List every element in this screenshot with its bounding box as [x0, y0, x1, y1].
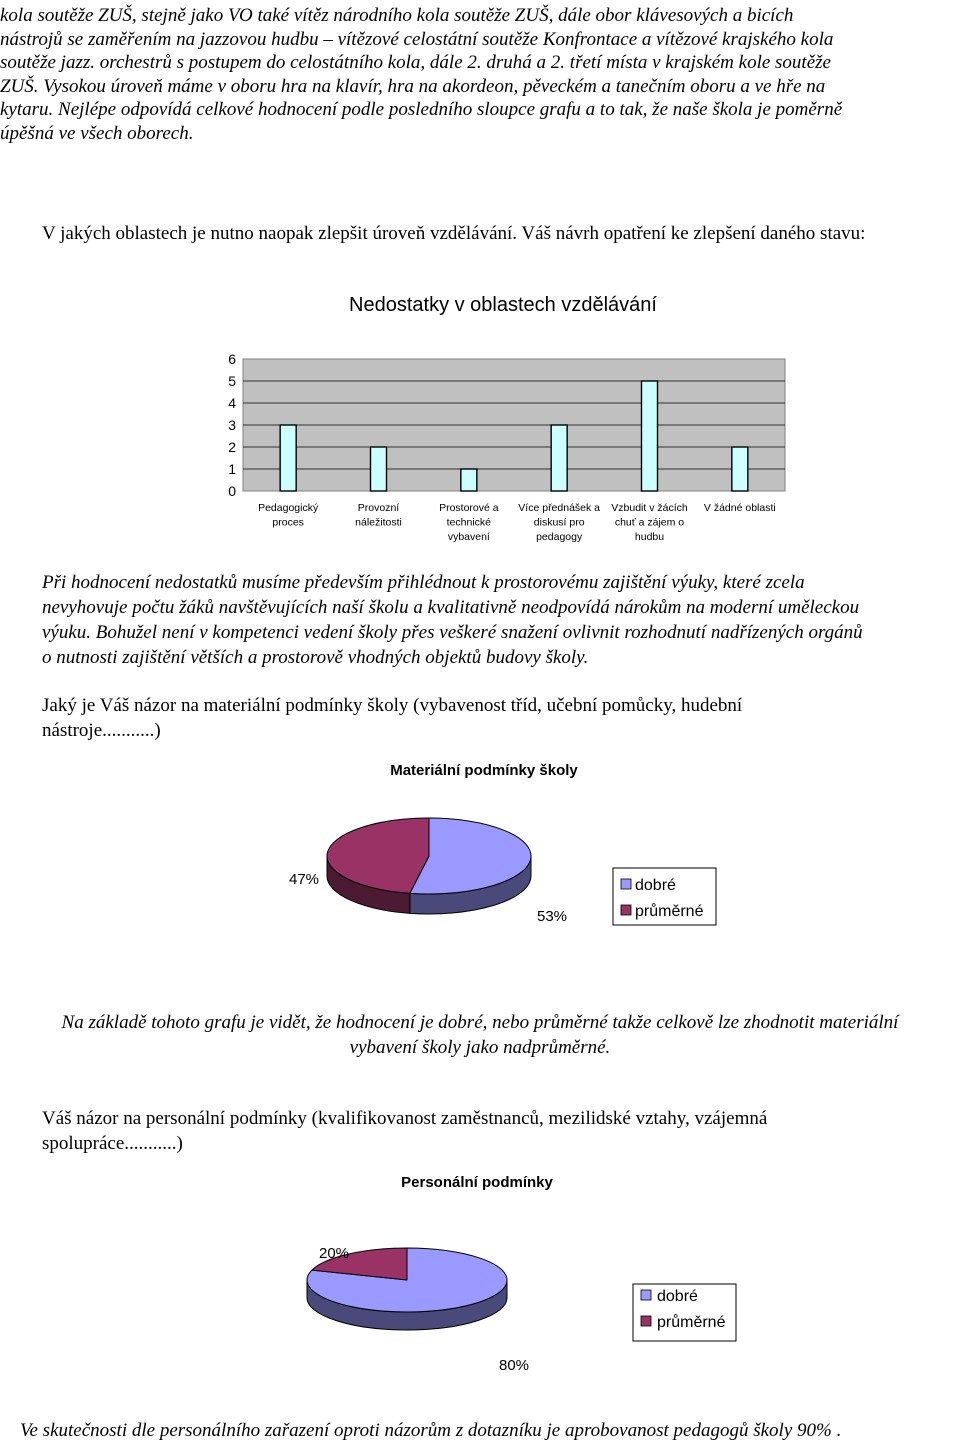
pie-personnel-title: Personální podmínky: [401, 1174, 553, 1191]
comment-line: Na základě tohoto grafu je vidět, že hodnocení je dobré, nebo průměrné takže celkově lze zhodnotit materiální: [61, 1012, 899, 1033]
pie-personnel-label-pct-1: 20%: [319, 1245, 350, 1262]
legend-label-dobre: dobré: [635, 877, 676, 894]
comment-line: vybavení školy jako nadprůměrné.: [349, 1037, 611, 1058]
y-tick-label: 3: [228, 417, 236, 433]
pie-material-title: Materiální podmínky školy: [390, 762, 578, 779]
bar: [642, 381, 658, 491]
question-line: spolupráce...........): [42, 1133, 183, 1154]
bar: [371, 447, 387, 491]
category-label: Pedagogický: [258, 502, 319, 514]
intro-paragraph: [0, 4, 960, 145]
comment-line: o nutnosti zajištění větších a prostorově vhodných objektů budovy školy.: [42, 647, 589, 668]
legend-swatch-prumerne: [641, 1316, 651, 1326]
legend-swatch-dobre: [621, 879, 631, 889]
intro-line: úpěšná ve všech oborech.: [0, 122, 194, 144]
intro-line: soutěže jazz. orchestrů s postupem do celostátního kola, dále 2. druhá a 2. třetí místa v krajském kole soutěže: [0, 52, 831, 73]
question-material-conditions: [42, 693, 742, 743]
category-label: náležitosti: [355, 516, 402, 529]
y-tick-label: 0: [228, 483, 236, 499]
category-label: vybavení: [447, 531, 490, 543]
bar: [732, 447, 748, 491]
pie-personnel-label-pct-0: 80%: [499, 1357, 530, 1374]
question-line: Jaký je Váš názor na materiální podmínky školy (vybavenost tříd, učební pomůcky, hudební: [42, 695, 743, 716]
category-label: V žádné oblasti: [703, 502, 776, 514]
category-label: Vzbudit v žácích: [611, 502, 688, 514]
bar-chart-title: Nedostatky v oblastech vzdělávání: [349, 294, 657, 316]
category-label: Prostorové a: [439, 502, 499, 514]
pie-material-label-pct-1: 47%: [289, 871, 320, 888]
bar: [280, 425, 296, 491]
category-label: pedagogy: [536, 531, 583, 543]
question-line: Váš názor na personální podmínky (kvalifikovanost zaměstnanců, mezilidské vztahy, vzájemná: [42, 1108, 768, 1129]
pie-chart-personnel: [0, 1160, 960, 1385]
comment-line: Při hodnocení nedostatků musíme především přihlédnout k prostorovému zajištění výuky, které zcela: [42, 572, 805, 593]
pie-material-label-pct-0: 53%: [537, 908, 568, 925]
category-label: technické: [446, 516, 492, 529]
category-label: proces: [272, 516, 304, 529]
intro-line: kytaru. Nejlépe odpovídá celkové hodnocení podle posledního sloupce grafu a to tak, že naše škola je poměrně: [0, 99, 843, 120]
y-tick-label: 4: [228, 395, 236, 411]
legend-swatch-dobre: [641, 1290, 651, 1300]
category-label: Více přednášek a: [518, 502, 601, 514]
intro-line: kola soutěže ZUŠ, stejně jako VO také vítěz národního kola soutěže ZUŠ, dále obor klávesových a bicích: [0, 5, 794, 26]
question-personnel-conditions: [42, 1106, 767, 1156]
comment-line: nevyhovuje počtu žáků navštěvujících naší školu a kvalitativně neodpovídá nárokům na moderní uměleckou: [42, 597, 860, 618]
pie-chart-material: [0, 750, 960, 960]
category-label: Provozní: [357, 502, 400, 514]
category-label: hudbu: [634, 531, 665, 543]
intro-line: ZUŠ. Vysokou úroveň máme v oboru hra na klavír, hra na akordeon, pěveckém a tanečním oboru a ve hře na: [0, 75, 826, 97]
comment-personnel: Ve skutečnosti dle personálního zařazení oproti názorům z dotazníku je aprobovanost pedagogů školy 90% .: [20, 1420, 842, 1441]
legend-label-prumerne: průměrné: [635, 903, 704, 920]
legend-label-prumerne: průměrné: [657, 1314, 726, 1331]
question-education-gaps: V jakých oblastech je nutno naopak zlepšit úroveň vzdělávání. Váš návrh opatření ke zlepšení daného stavu:: [42, 223, 866, 244]
intro-line: nástrojů se zaměřením na jazzovou hudbu – vítězové celostátní soutěže Konfrontace a vítězové krajského kola: [0, 28, 834, 50]
y-tick-label: 1: [228, 461, 236, 477]
legend-swatch-prumerne: [621, 905, 631, 915]
question-line: nástroje...........): [42, 720, 161, 741]
bar: [551, 425, 567, 491]
comment-material: [0, 1010, 960, 1060]
y-tick-label: 5: [228, 373, 236, 389]
category-label: chuť a zájem o: [614, 516, 685, 529]
y-tick-label: 6: [228, 351, 236, 367]
legend-label-dobre: dobré: [657, 1288, 698, 1305]
bar: [461, 469, 477, 491]
comment-line: výuku. Bohužel není v kompetenci vedení školy přes veškeré snažení ovlivnit rozhodnutí nadřízených orgánů: [42, 622, 863, 643]
comment-education-gaps: [42, 570, 960, 670]
y-tick-label: 2: [228, 439, 236, 455]
category-label: diskusí pro: [533, 516, 585, 529]
bar-chart: [0, 280, 960, 550]
